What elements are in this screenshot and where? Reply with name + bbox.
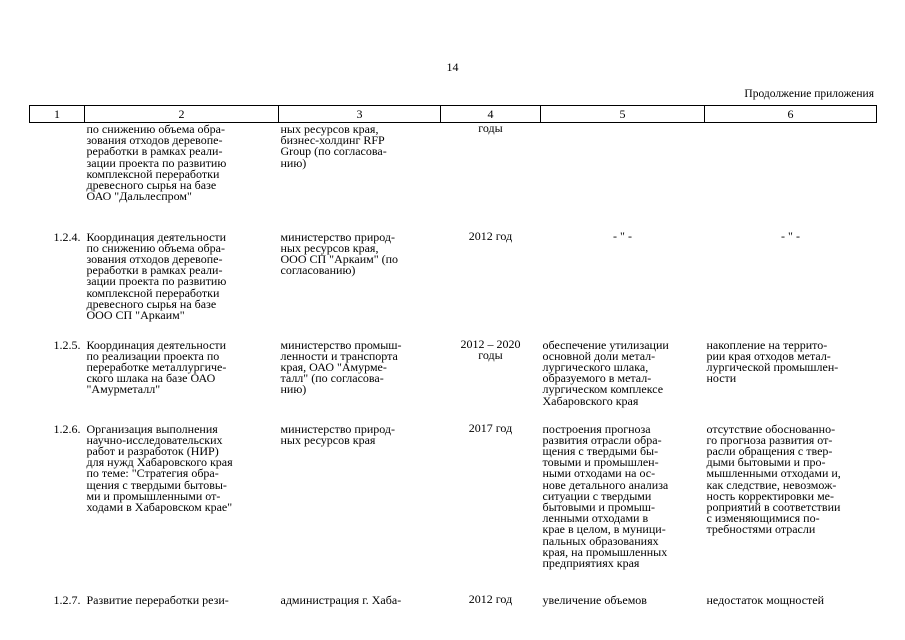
consequence-cell: отсутствие обоснованно- го прогноза развития от- расли обращения с твер- дыми бытовыми и про- мышленными отходами и, как следствие, невозмож- ность корректировки ме- роприятий в соответствии с изменяющимися по- требностями отрасли [706,421,841,537]
period-cell: годы [478,121,503,135]
result-cell: обеспечение утилизации основной доли метал- лургического шлака, образуемого в метал- лургическом комплексе Хабаровского края [542,337,669,408]
consequence-cell: - " - [781,228,800,243]
item-number [30,123,85,231]
result-cell: увеличение объемов [542,592,647,607]
header-cell: 5 [541,106,705,123]
page-number: 14 [446,60,459,74]
header-row [30,106,877,123]
task-cell: Координация деятельности по реализации проекта по переработке металлургиче- ского шлака на базе ОАО "Амурметалл" [86,337,227,397]
table-row [30,423,877,594]
result-cell: построения прогноза развития отрасли обра- щения с твердыми бы- товыми и промышлен- ными отходами на ос- нове детального анализа ситуации с твердыми бытовыми и промыш- ленными отходами в крае в целом, в муници- пальных образованиях края, на промышленных предприятиях края [542,421,669,570]
consequence-cell [705,123,877,231]
item-number: 1.2.4. [53,229,81,244]
task-cell: Координация деятельности по снижению объема обра- зования отходов деревопе- реработки в рамках реали- зации проекта по развитию комплексной переработки древесного сырья на базе ООО СП "Аркаим" [86,229,227,322]
period-cell: 2012 год [468,228,513,243]
task-cell: Развитие переработки рези- [86,592,229,607]
task-cell: по снижению объема обра- зования отходов деревопе- реработки в рамках реали- зации проекта по развитию комплексной переработки древесного сырья на базе ОАО "Дальлеспром" [86,122,227,204]
header-cell: 3 [279,106,441,123]
executor-cell: министерство природ- ных ресурсов края [280,421,396,447]
table-row [30,594,877,610]
executor-cell: министерство природ- ных ресурсов края, ООО СП "Аркаим" (по согласованию) [280,229,399,278]
result-cell [541,123,705,231]
table-row [30,231,877,339]
appendix-table [29,105,877,610]
item-number: 1.2.6. [53,421,81,436]
item-number: 1.2.5. [53,337,81,352]
table-row [30,123,877,231]
period-cell: 2017 год [468,420,513,435]
header-cell: 1 [30,106,85,123]
task-cell: Организация выполнения научно-исследовательских работ и разработок (НИР) для нужд Хабаровского края по теме: "Стратегия обра- щения с твердыми бытовы- ми и промышленными от- ходами в Хабаровском крае" [86,421,233,514]
executor-cell: министерство промыш- ленности и транспорта края, ОАО "Амурме- талл" (по согласова- нию) [280,337,402,397]
consequence-cell: накопление на террито- рии края отходов метал- лургической промышлен- ности [706,337,839,386]
consequence-cell: недостаток мощностей [706,592,825,607]
period-cell: 2012 год [468,591,513,606]
executor-cell: администрация г. Хаба- [280,592,402,607]
executor-cell: ных ресурсов края, бизнес-холдинг RFP Group (по согласова- нию) [280,122,387,170]
result-cell: - " - [613,228,632,243]
table-row [30,339,877,423]
item-number: 1.2.7. [53,592,81,607]
header-cell: 6 [705,106,877,123]
period-cell: 2012 – 2020 годы [460,336,521,362]
header-cell: 2 [85,106,279,123]
continuation-label: Продолжение приложения [744,88,874,100]
header-cell: 4 [441,106,541,123]
